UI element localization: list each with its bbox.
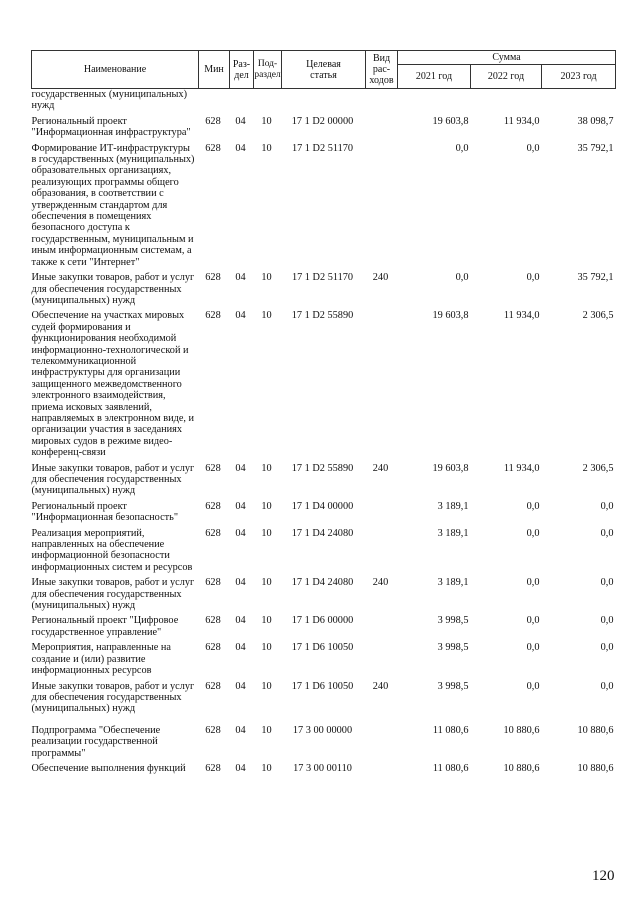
- table-row: [32, 677, 616, 715]
- row-name: Подпрограмма "Обеспечение реализации государственной программы": [31, 724, 161, 759]
- row-2023: 35 792,1: [577, 142, 614, 154]
- row-razdel: 04: [235, 142, 246, 154]
- header-summa: Сумма: [398, 51, 616, 65]
- row-podrazdel: 10: [261, 615, 272, 627]
- row-2021: 19 603,8: [432, 462, 469, 474]
- row-podrazdel: [254, 89, 282, 112]
- row-min: 628: [205, 115, 221, 127]
- row-2023: 0,0: [600, 500, 614, 512]
- row-2021: 3 998,5: [437, 680, 469, 692]
- row-vid: [366, 715, 398, 759]
- row-podrazdel: 10: [261, 272, 272, 284]
- row-vid: 240: [372, 462, 389, 474]
- row-vid: [366, 638, 398, 676]
- row-target: 17 1 D4 24080: [291, 577, 354, 589]
- row-name: Региональный проект "Цифровое государственное управление": [31, 615, 179, 638]
- row-podrazdel: 10: [261, 462, 272, 474]
- row-target: 17 1 D4 00000: [291, 500, 354, 512]
- row-name: Обеспечение выполнения функций: [31, 762, 186, 774]
- row-2023: 35 792,1: [577, 272, 614, 284]
- row-vid: [366, 139, 398, 268]
- table-row: [32, 497, 616, 524]
- row-vid: 240: [372, 680, 389, 692]
- row-2022: 0,0: [526, 500, 540, 512]
- row-min: 628: [205, 680, 221, 692]
- row-min: 628: [205, 527, 221, 539]
- row-2023: 0,0: [600, 577, 614, 589]
- row-podrazdel: 10: [261, 724, 272, 736]
- row-min: [199, 89, 230, 112]
- row-name: Мероприятия, направленные на создание и (или) развитие информационных ресурсов: [31, 642, 171, 677]
- row-2021: 3 998,5: [437, 642, 469, 654]
- row-2022: 0,0: [526, 615, 540, 627]
- row-2021: 3 998,5: [437, 615, 469, 627]
- row-razdel: 04: [235, 680, 246, 692]
- row-2023: 0,0: [600, 642, 614, 654]
- row-razdel: 04: [235, 724, 246, 736]
- row-target: 17 3 00 00110: [293, 762, 352, 774]
- table-row: [32, 459, 616, 497]
- row-target: 17 1 D6 10050: [291, 680, 354, 692]
- row-2022: 0,0: [526, 527, 540, 539]
- row-name: государственных (муниципальных) нужд: [31, 89, 188, 112]
- table-row: [32, 89, 616, 112]
- header-2021: 2021 год: [398, 65, 471, 89]
- row-2021: 11 080,6: [432, 724, 469, 736]
- row-target: 17 1 D6 00000: [291, 615, 354, 627]
- row-name: Обеспечение на участках мировых судей формирования и функционирования необходимой информационно-технологической и телекоммуникационной инфраструктуры для организации защищенного межведомственного электронного взаимодействия, приема исковых заявлений, направляемых в электронном виде, и организации участия в заседаниях мировых судов в режиме видео-конференц-связи: [31, 310, 195, 459]
- budget-table: [31, 50, 616, 774]
- header-2023: 2023 год: [542, 65, 616, 89]
- row-name: Формирование ИТ-инфраструктуры в государственных (муниципальных) образовательных организациях, реализующих программы общего образования, в соответствии с утвержденным стандартом для обеспечения в помещениях безопасного доступа к государственным, муниципальным и иным информационным системам, а также к сети "Интернет": [31, 142, 195, 268]
- row-razdel: 04: [235, 615, 246, 627]
- row-vid: [366, 497, 398, 524]
- row-vid: [366, 89, 398, 112]
- row-2022: 11 934,0: [503, 115, 540, 127]
- row-2021: 0,0: [455, 142, 469, 154]
- table-row: [32, 715, 616, 759]
- row-target: 17 3 00 00000: [292, 724, 353, 736]
- row-target: 17 1 D2 00000: [291, 115, 354, 127]
- row-razdel: 04: [235, 527, 246, 539]
- row-2022: [471, 89, 542, 112]
- row-razdel: 04: [235, 642, 246, 654]
- row-min: 628: [205, 272, 221, 284]
- row-razdel: [230, 89, 254, 112]
- table-row: [32, 573, 616, 611]
- header-vid: Вид рас- ходов: [366, 51, 398, 89]
- row-min: 628: [205, 462, 221, 474]
- row-2022: 0,0: [526, 577, 540, 589]
- row-2022: 0,0: [526, 642, 540, 654]
- header-name: Наименование: [32, 51, 199, 89]
- table-row: [32, 268, 616, 306]
- row-razdel: 04: [235, 577, 246, 589]
- row-2021: 3 189,1: [437, 577, 469, 589]
- row-vid: [366, 759, 398, 774]
- table-row: [32, 139, 616, 268]
- row-2021: [398, 89, 471, 112]
- row-razdel: 04: [235, 462, 246, 474]
- row-vid: 240: [372, 272, 389, 284]
- row-name: Иные закупки товаров, работ и услуг для обеспечения государственных (муниципальных) нужд: [31, 272, 195, 306]
- table-row: [32, 759, 616, 774]
- row-razdel: 04: [235, 272, 246, 284]
- page-number: 120: [592, 868, 615, 884]
- row-min: 628: [205, 642, 221, 654]
- row-name: Региональный проект "Информационная инфраструктура": [31, 115, 191, 139]
- row-2022: 11 934,0: [503, 462, 540, 474]
- row-2021: 3 189,1: [437, 527, 469, 539]
- row-min: 628: [205, 310, 221, 322]
- row-2023: 2 306,5: [582, 462, 614, 474]
- row-podrazdel: 10: [261, 680, 272, 692]
- row-vid: [366, 112, 398, 139]
- table-row: [32, 112, 616, 139]
- table-row: [32, 306, 616, 458]
- row-2023: 0,0: [600, 680, 614, 692]
- row-target: 17 1 D6 10050: [291, 642, 354, 654]
- header-podrazdel: Под- раздел: [254, 51, 282, 89]
- row-podrazdel: 10: [261, 115, 272, 127]
- row-razdel: 04: [235, 310, 246, 322]
- row-razdel: 04: [235, 762, 246, 774]
- row-podrazdel: 10: [261, 642, 272, 654]
- table-row: [32, 611, 616, 638]
- row-podrazdel: 10: [261, 310, 272, 322]
- row-2023: 10 880,6: [577, 724, 614, 736]
- row-min: 628: [205, 762, 221, 774]
- row-2023: 2 306,5: [582, 310, 614, 322]
- header-2022: 2022 год: [471, 65, 542, 89]
- row-2021: 11 080,6: [432, 762, 469, 774]
- row-min: 628: [205, 724, 221, 736]
- row-name: Региональный проект "Информационная безопасность": [31, 500, 179, 524]
- row-name: Иные закупки товаров, работ и услуг для обеспечения государственных (муниципальных) нужд: [31, 577, 195, 612]
- row-target: 17 1 D2 55890: [291, 462, 354, 474]
- row-podrazdel: 10: [261, 500, 272, 512]
- row-2022: 10 880,6: [503, 762, 540, 774]
- row-razdel: 04: [235, 500, 246, 512]
- row-2022: 0,0: [526, 272, 540, 284]
- row-2023: 0,0: [600, 527, 614, 539]
- row-2022: 0,0: [526, 142, 540, 154]
- row-2023: 10 880,6: [577, 762, 614, 774]
- row-podrazdel: 10: [261, 527, 272, 539]
- row-target: 17 1 D4 24080: [291, 527, 354, 539]
- row-2022: 0,0: [526, 680, 540, 692]
- row-target: 17 1 D2 51170: [291, 272, 354, 284]
- row-name: Иные закупки товаров, работ и услуг для обеспечения государственных (муниципальных) нужд: [31, 680, 195, 715]
- row-min: 628: [205, 500, 221, 512]
- row-2022: 10 880,6: [503, 724, 540, 736]
- row-podrazdel: 10: [261, 762, 272, 774]
- row-podrazdel: 10: [261, 577, 272, 589]
- row-target: 17 1 D2 55890: [291, 310, 354, 322]
- header-razdel: Раз- дел: [230, 51, 254, 89]
- row-vid: [366, 524, 398, 574]
- row-2022: 11 934,0: [503, 310, 540, 322]
- row-2023: 38 098,7: [577, 115, 614, 127]
- row-2021: 19 603,8: [432, 115, 469, 127]
- row-2021: 3 189,1: [437, 500, 469, 512]
- row-2021: 0,0: [455, 272, 469, 284]
- row-min: 628: [205, 577, 221, 589]
- row-name: Иные закупки товаров, работ и услуг для обеспечения государственных (муниципальных) нужд: [31, 462, 195, 497]
- row-target: [282, 89, 366, 112]
- row-vid: [366, 306, 398, 458]
- row-vid: [366, 611, 398, 638]
- row-2023: 0,0: [600, 615, 614, 627]
- row-target: 17 1 D2 51170: [291, 142, 354, 154]
- row-razdel: 04: [235, 115, 246, 127]
- row-2021: 19 603,8: [432, 310, 469, 322]
- row-min: 628: [205, 615, 221, 627]
- table-row: [32, 524, 616, 574]
- table-row: [32, 638, 616, 676]
- row-min: 628: [205, 142, 221, 154]
- row-vid: 240: [372, 577, 389, 589]
- header-target: Целевая статья: [282, 51, 366, 89]
- row-2023: [542, 89, 616, 112]
- row-podrazdel: 10: [261, 142, 272, 154]
- header-min: Мин: [199, 51, 230, 89]
- row-name: Реализация мероприятий, направленных на обеспечение информационной безопасности информационных систем и ресурсов: [31, 527, 193, 573]
